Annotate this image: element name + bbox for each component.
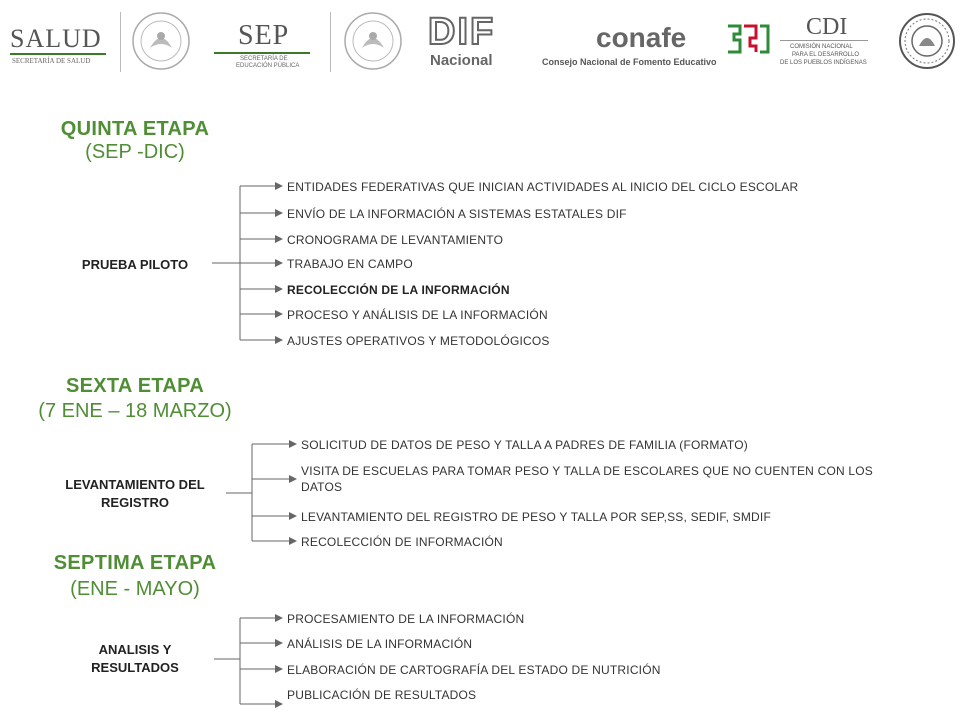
sep-subtitle-1: SECRETARÍA DE — [240, 56, 288, 62]
salud-subtitle: SECRETARÍA DE SALUD — [12, 57, 91, 65]
conafe-subtitle: Consejo Nacional de Fomento Educativo — [542, 57, 717, 67]
list-item: PROCESAMIENTO DE LA INFORMACIÓN — [287, 612, 525, 626]
stage-title: SEPTIMA ETAPA — [53, 552, 217, 574]
list-item: VISITA DE ESCUELAS PARA TOMAR PESO Y TALLA DE ESCOLARES QUE NO CUENTEN CON LOS DATOS — [301, 464, 873, 494]
list-item: ENVÍO DE LA INFORMACIÓN A SISTEMAS ESTATALES DIF — [287, 207, 627, 221]
sep-title: SEP — [238, 20, 290, 51]
stage-dates: (7 ENE – 18 MARZO) — [38, 400, 232, 422]
cdi-title: CDI — [806, 14, 848, 40]
list-item: ELABORACIÓN DE CARTOGRAFÍA DEL ESTADO DE NUTRICIÓN — [287, 663, 661, 677]
list-item: PUBLICACIÓN DE RESULTADOS — [287, 688, 477, 702]
cdi-line-1: COMISIÓN NACIONAL — [790, 44, 853, 50]
group-label: PRUEBA PILOTO — [81, 257, 189, 272]
list-item: ENTIDADES FEDERATIVAS QUE INICIAN ACTIVIDADES AL INICIO DEL CICLO ESCOLAR — [287, 180, 799, 194]
list-item: AJUSTES OPERATIVOS Y METODOLÓGICOS — [287, 334, 550, 348]
sep-subtitle-2: EDUCACIÓN PÚBLICA — [236, 63, 300, 69]
stage-dates: (ENE - MAYO) — [70, 578, 200, 600]
group-label-line: REGISTRO — [101, 495, 169, 510]
cdi-line-3: DE LOS PUEBLOS INDÍGENAS — [780, 60, 867, 66]
dif-subtitle: Nacional — [430, 52, 493, 69]
list-item: PROCESO Y ANÁLISIS DE LA INFORMACIÓN — [287, 308, 548, 322]
salud-title: SALUD — [10, 24, 102, 53]
list-item: LEVANTAMIENTO DEL REGISTRO DE PESO Y TALLA POR SEP,SS, SEDIF, SMDIF — [301, 510, 771, 524]
stage-title: SEXTA ETAPA — [65, 375, 205, 397]
list-item: ANÁLISIS DE LA INFORMACIÓN — [287, 637, 473, 651]
group-label-line: RESULTADOS — [91, 660, 179, 675]
list-item: CRONOGRAMA DE LEVANTAMIENTO — [287, 233, 504, 247]
conafe-title: conafe — [596, 22, 687, 53]
group-label-line: LEVANTAMIENTO DEL — [65, 477, 205, 492]
dif-title: DIF — [428, 11, 496, 53]
list-item: SOLICITUD DE DATOS DE PESO Y TALLA A PADRES DE FAMILIA (FORMATO) — [301, 438, 748, 452]
cdi-line-2: PARA EL DESARROLLO — [792, 52, 860, 58]
list-item: RECOLECCIÓN DE LA INFORMACIÓN — [287, 283, 510, 297]
stage-dates: (SEP -DIC) — [85, 141, 185, 163]
list-item: TRABAJO EN CAMPO — [287, 257, 413, 271]
group-label-line: ANALISIS Y — [98, 642, 172, 657]
stage-title: QUINTA ETAPA — [60, 118, 210, 140]
list-item: RECOLECCIÓN DE INFORMACIÓN — [301, 535, 503, 549]
